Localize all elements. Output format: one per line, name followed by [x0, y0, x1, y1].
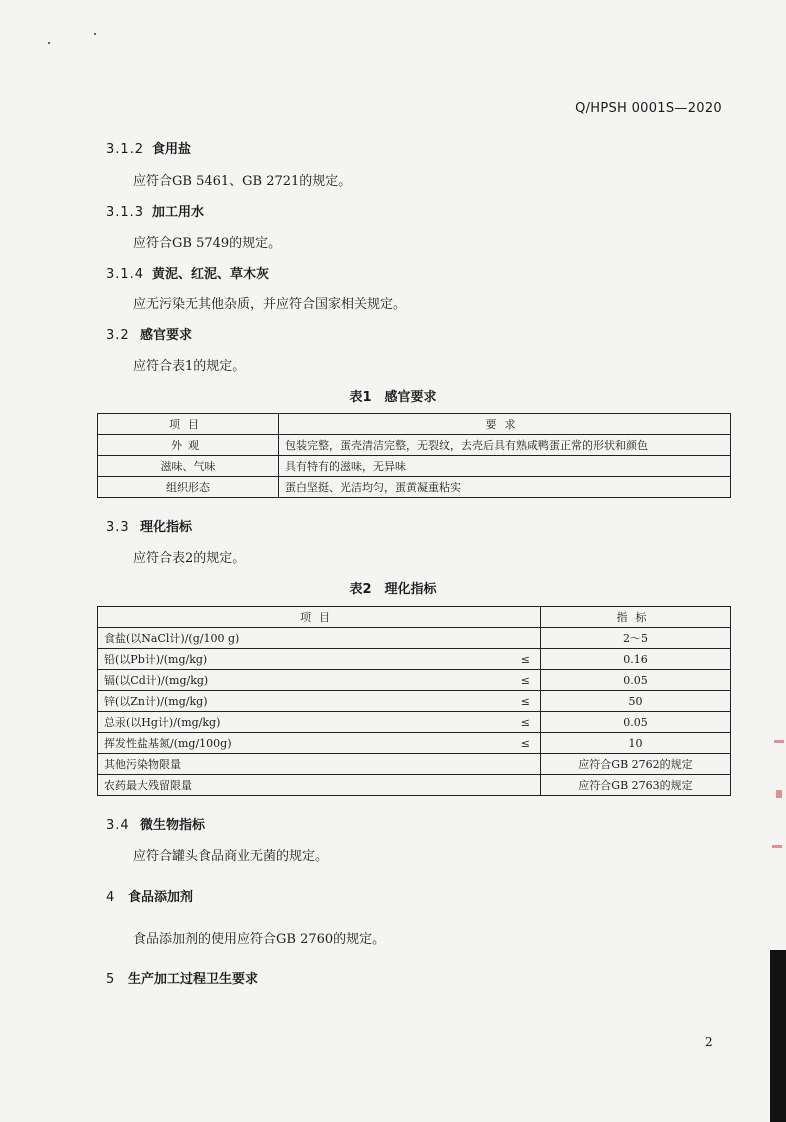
section-text-3-1-2: 应符合GB 5461、GB 2721的规定。 [133, 174, 352, 189]
section-text-3-1-4: 应无污染无其他杂质，并应符合国家相关规定。 [133, 297, 407, 312]
table1-header-requirement: 要求 [279, 414, 731, 435]
table-row: 组织形态 蛋白坚挺、光洁均匀，蛋黄凝重粘实 [98, 477, 731, 498]
section-heading-3-2: 3.2 感官要求 [106, 328, 193, 343]
scan-border [770, 950, 786, 1122]
scan-speck [48, 42, 50, 44]
section-heading-5: 5 生产加工过程卫生要求 [106, 972, 259, 987]
table1-header-item: 项目 [98, 414, 279, 435]
page-number: 2 [705, 1035, 713, 1049]
table-row: 农药最大残留限量 应符合GB 2763的规定 [98, 775, 731, 796]
table2-caption: 表2 理化指标 [349, 582, 437, 597]
table-row: 锌(以Zn计)/(mg/kg) ≤ 50 [98, 691, 731, 712]
table-header-row [98, 414, 731, 435]
section-heading-4: 4 食品添加剂 [106, 890, 194, 905]
section-heading-3-1-2: 3.1.2 食用盐 [106, 142, 192, 157]
table2-header-item: 项目 [98, 607, 541, 628]
section-heading-3-4: 3.4 微生物指标 [106, 818, 206, 833]
section-text-3-1-3: 应符合GB 5749的规定。 [133, 236, 282, 251]
table1-caption: 表1 感官要求 [349, 390, 437, 405]
table2-physicochemical-indicators [97, 606, 731, 796]
table-header-row [98, 607, 731, 628]
table-row: 镉(以Cd计)/(mg/kg) ≤ 0.05 [98, 670, 731, 691]
section-heading-3-3: 3.3 理化指标 [106, 520, 193, 535]
table-row: 总汞(以Hg计)/(mg/kg) ≤ 0.05 [98, 712, 731, 733]
section-text-3-2: 应符合表1的规定。 [133, 359, 246, 374]
stamp-fragment [772, 845, 782, 848]
standard-number: Q/HPSH 0001S—2020 [575, 101, 722, 116]
table-row: 其他污染物限量 应符合GB 2762的规定 [98, 754, 731, 775]
table-row: 挥发性盐基氮/(mg/100g) ≤ 10 [98, 733, 731, 754]
stamp-fragment [774, 740, 784, 743]
section-heading-3-1-4: 3.1.4 黄泥、红泥、草木灰 [106, 267, 270, 282]
section-heading-3-1-3: 3.1.3 加工用水 [106, 205, 205, 220]
table-row: 食盐(以NaCl计)/(g/100 g) 2～5 [98, 628, 731, 649]
table-row: 外观 包装完整，蛋壳清洁完整，无裂纹，去壳后具有熟咸鸭蛋正常的形状和颜色 [98, 435, 731, 456]
table2-header-indicator: 指标 [540, 607, 730, 628]
table-row: 滋味、气味 具有特有的滋味，无异味 [98, 456, 731, 477]
section-text-3-3: 应符合表2的规定。 [133, 551, 246, 566]
scan-speck [94, 33, 96, 35]
section-text-4: 食品添加剂的使用应符合GB 2760的规定。 [133, 932, 386, 947]
stamp-fragment [776, 790, 782, 798]
table-row: 铅(以Pb计)/(mg/kg) ≤ 0.16 [98, 649, 731, 670]
section-text-3-4: 应符合罐头食品商业无菌的规定。 [133, 849, 329, 864]
table1-sensory-requirements [97, 413, 731, 498]
